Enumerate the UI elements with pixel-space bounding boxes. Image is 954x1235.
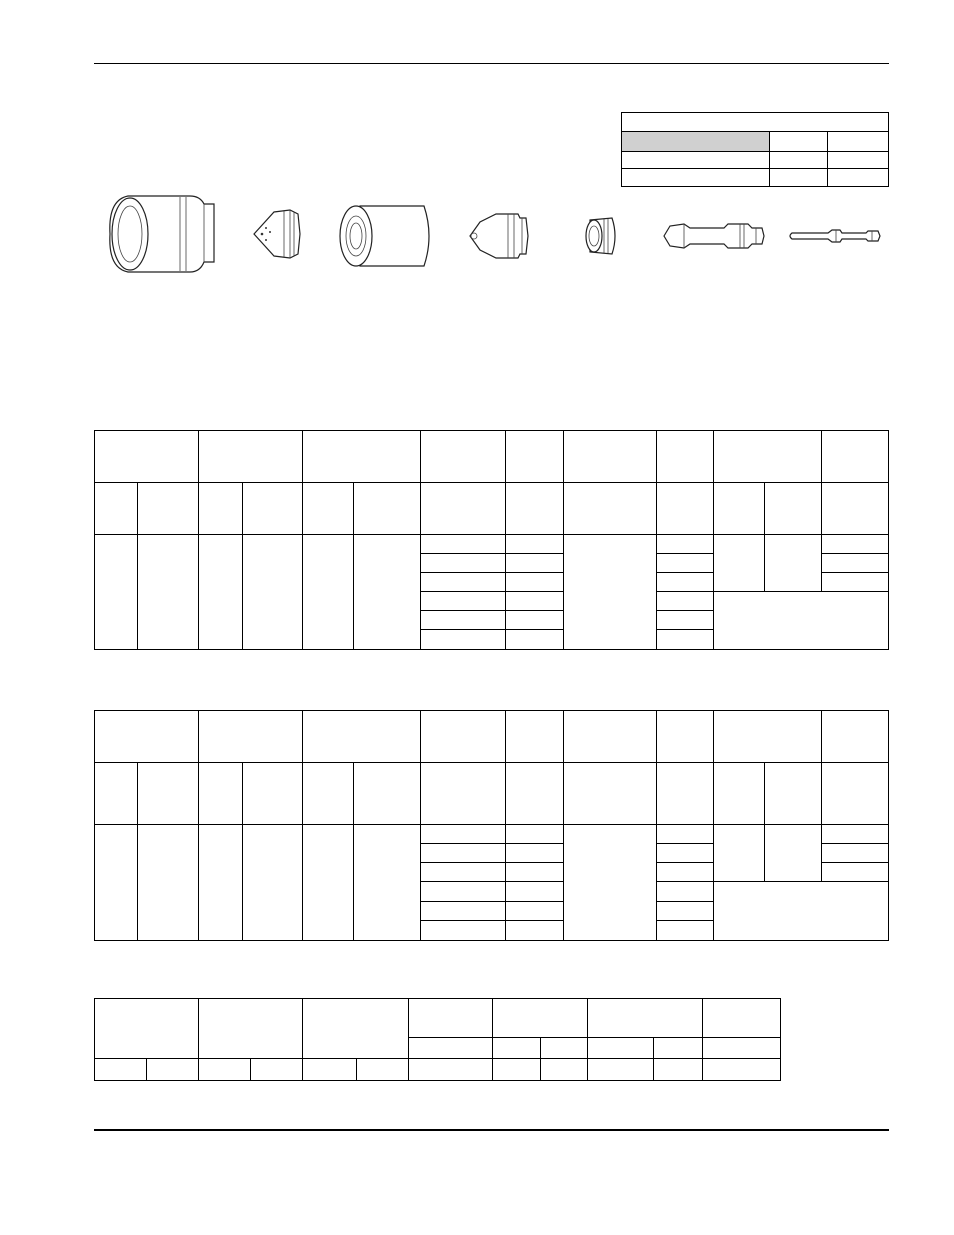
- table3-frame: [95, 999, 781, 1081]
- footer-rule: [94, 1129, 889, 1131]
